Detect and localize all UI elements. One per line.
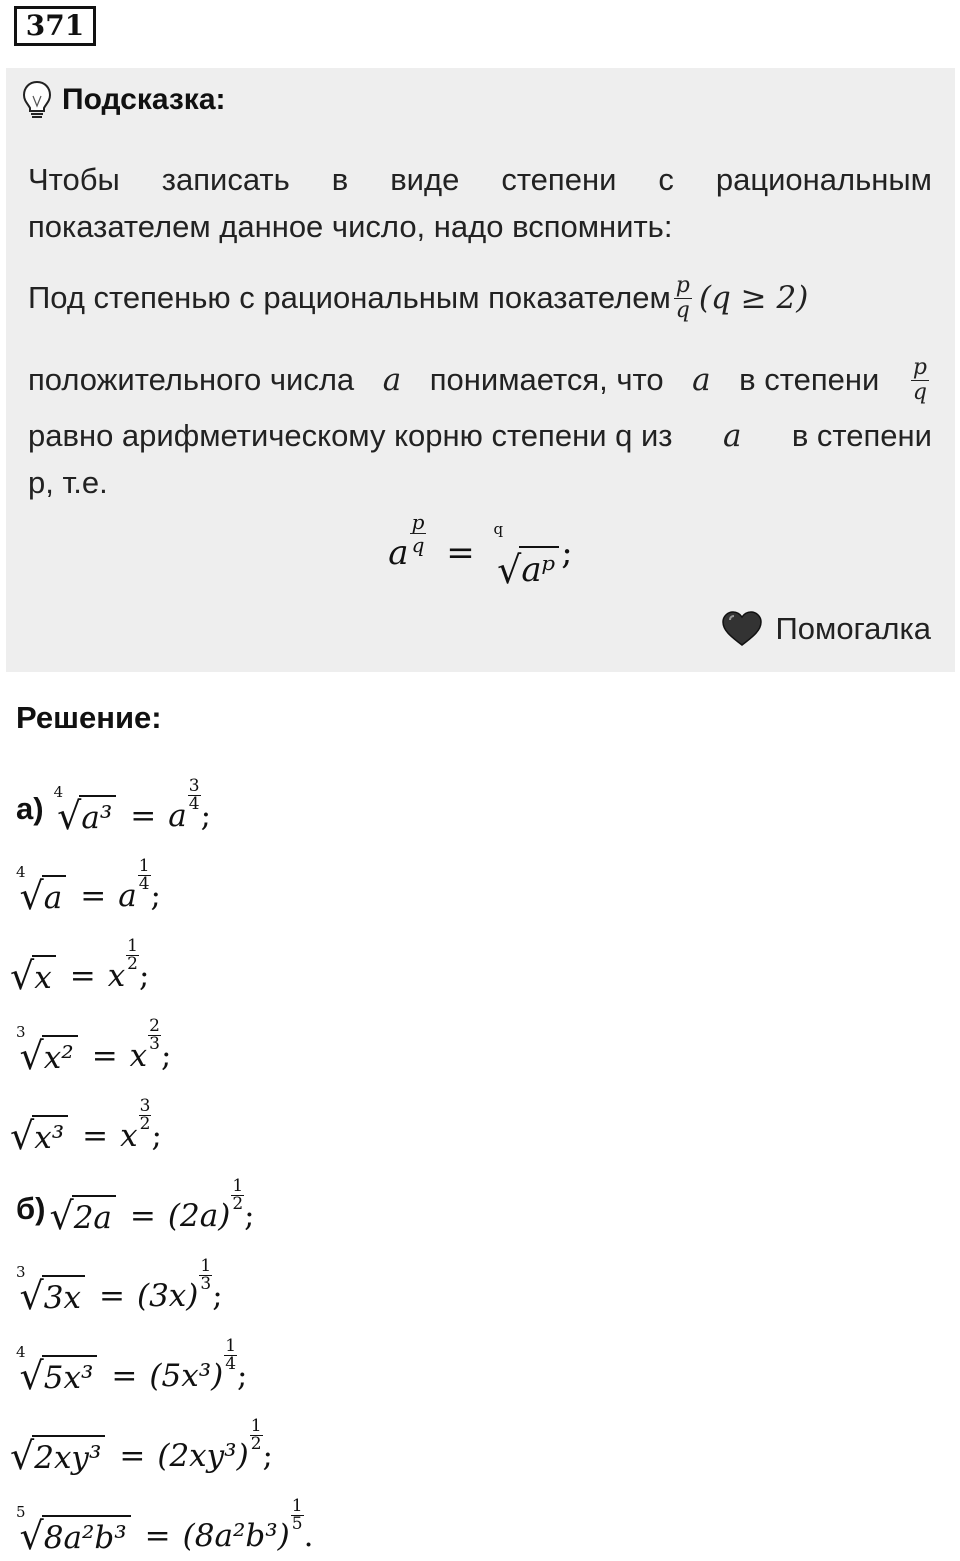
- hint-para4-end: в степени: [791, 418, 932, 453]
- hint-para4: [28, 413, 932, 459]
- exponent-numerator: 1: [138, 856, 150, 876]
- exponent-numerator: 1: [127, 936, 138, 956]
- radical-sign-icon: √: [19, 1274, 44, 1318]
- solution-line: [16, 1245, 223, 1318]
- power-base: (8a²b³): [182, 1517, 290, 1554]
- exponent-denominator: 2: [139, 1114, 151, 1134]
- solution-title: Решение:: [16, 700, 162, 735]
- power-base: a: [118, 877, 137, 914]
- root-index: 4: [16, 1343, 26, 1361]
- exponent-denominator: 2: [232, 1194, 244, 1214]
- line-end: ;: [237, 1357, 248, 1394]
- fractional-exponent: [199, 1258, 212, 1293]
- power-base: (5x³): [149, 1357, 224, 1394]
- equals-sign: =: [98, 1277, 125, 1314]
- radicand: x³: [32, 1115, 68, 1155]
- line-end: ;: [262, 1437, 273, 1474]
- root-index: 4: [16, 863, 26, 881]
- power-base: x: [107, 957, 126, 994]
- radical: [10, 1434, 105, 1478]
- radical: [16, 1343, 97, 1398]
- exponent-denominator: 4: [138, 874, 150, 894]
- hint-para2-text: Под степенью с рациональным показателем: [28, 280, 671, 315]
- power-base: x: [120, 1117, 138, 1154]
- radical: [16, 1503, 131, 1558]
- equals-sign: =: [129, 1197, 156, 1234]
- exponent-denominator: 3: [149, 1034, 160, 1054]
- radicand: 8a²b³: [42, 1515, 131, 1555]
- equals-sign: =: [119, 1437, 146, 1474]
- var-a-2: a: [692, 362, 711, 398]
- radical: [10, 1114, 68, 1158]
- radical: [49, 1194, 115, 1238]
- solution-line: [16, 1165, 255, 1238]
- hint-para2: [28, 268, 932, 328]
- lightbulb-icon: [22, 80, 52, 120]
- solution-line: [10, 925, 150, 998]
- radical: [16, 1263, 85, 1318]
- line-end: ;: [212, 1277, 223, 1314]
- line-end: ;: [150, 877, 161, 914]
- radicand: 5x³: [42, 1355, 98, 1395]
- helper-badge: [721, 610, 931, 648]
- exponent-numerator: 1: [232, 1176, 244, 1196]
- solution-line: [16, 1325, 248, 1398]
- fractional-exponent: [126, 938, 139, 973]
- equals-sign: =: [144, 1517, 171, 1554]
- exponent-denominator: 4: [188, 794, 200, 814]
- fraction-p-q-2: [911, 354, 929, 405]
- radical-sign-icon: √: [10, 954, 35, 998]
- formula-end: ;: [561, 533, 573, 573]
- radical: [16, 1023, 78, 1078]
- radical: [10, 954, 56, 998]
- radicand: x²: [42, 1035, 78, 1075]
- hint-para3-b: понимается, что: [429, 362, 664, 397]
- formula-eq: =: [446, 533, 475, 573]
- fractional-exponent: [291, 1498, 304, 1533]
- line-end: ;: [200, 797, 212, 834]
- radical-sign-icon: √: [497, 548, 522, 592]
- fractional-exponent: [139, 1098, 152, 1133]
- fraction-denominator: q: [675, 297, 690, 323]
- fraction-numerator-2: p: [912, 354, 927, 380]
- formula-exp-num: p: [411, 509, 425, 534]
- condition: (q ≥ 2): [698, 280, 809, 316]
- power-base: x: [129, 1037, 148, 1074]
- solution-line: [16, 765, 212, 838]
- root-index: 3: [16, 1023, 26, 1041]
- formula-root-index: q: [493, 520, 504, 538]
- equals-sign: =: [130, 797, 157, 834]
- exponent-numerator: 1: [200, 1256, 212, 1276]
- fractional-exponent: [138, 858, 151, 893]
- line-end: ;: [160, 1037, 172, 1074]
- exponent-numerator: 1: [250, 1416, 262, 1436]
- equals-sign: =: [111, 1357, 138, 1394]
- part-b-label: б): [16, 1191, 46, 1226]
- hint-box: [6, 68, 955, 672]
- exponent-numerator: 3: [188, 776, 200, 796]
- solution-line: [16, 845, 161, 918]
- fraction-denominator-2: q: [912, 379, 927, 405]
- radical-sign-icon: √: [57, 794, 82, 838]
- exponent-denominator: 2: [127, 954, 138, 974]
- task-number: 371: [14, 6, 96, 46]
- formula-root: [493, 520, 560, 592]
- solution-line: [10, 1405, 273, 1478]
- hint-para1-line1: Чтобы записать в виде степени с рациональным: [28, 162, 932, 197]
- exponent-denominator: 5: [291, 1514, 303, 1534]
- radical-sign-icon: √: [19, 1034, 44, 1078]
- part-a-label: а): [16, 791, 44, 826]
- exponent-denominator: 4: [225, 1354, 237, 1374]
- radicand: x: [32, 955, 55, 995]
- var-a-3: a: [722, 418, 742, 454]
- radical: [16, 863, 66, 918]
- power-base: (2a): [167, 1197, 231, 1234]
- formula-base: a: [388, 533, 409, 573]
- hint-para5: p, т.е.: [28, 465, 108, 500]
- exponent-numerator: 1: [225, 1336, 237, 1356]
- radicand: 2xy³: [32, 1435, 105, 1475]
- equals-sign: =: [82, 1117, 109, 1154]
- fractional-exponent: [148, 1018, 161, 1053]
- solution-line: [16, 1005, 172, 1078]
- line-end: .: [303, 1517, 314, 1554]
- equals-sign: =: [69, 957, 96, 994]
- exponent-numerator: 3: [139, 1096, 151, 1116]
- hint-para3-a: положительного числа: [28, 362, 355, 397]
- solution-line: [10, 1085, 162, 1158]
- fractional-exponent: [231, 1178, 244, 1213]
- radical-sign-icon: √: [19, 874, 44, 918]
- power-base: (2xy³): [157, 1437, 249, 1474]
- hint-para1-line2: показателем данное число, надо вспомнить:: [28, 209, 673, 244]
- equals-sign: =: [80, 877, 107, 914]
- hint-para4-text: равно арифметическому корню степени q из: [28, 418, 673, 453]
- formula-radicand: aᵖ: [519, 546, 559, 589]
- exponent-numerator: 1: [291, 1496, 303, 1516]
- radical-sign-icon: √: [10, 1114, 35, 1158]
- fractional-exponent: [224, 1338, 237, 1373]
- hint-para3: [28, 350, 932, 410]
- radical-sign-icon: √: [19, 1514, 44, 1558]
- formula-exp-den: q: [411, 532, 425, 557]
- radicand: 2a: [72, 1195, 116, 1235]
- hint-para3-c: в степени: [739, 362, 880, 397]
- hint-title: Подсказка:: [62, 83, 226, 116]
- solution-line: [16, 1485, 314, 1558]
- radical-sign-icon: √: [10, 1434, 35, 1478]
- radical: [53, 783, 117, 838]
- fractional-exponent: [188, 778, 201, 813]
- root-index: 3: [16, 1263, 26, 1281]
- root-index: 5: [16, 1503, 26, 1521]
- fraction-numerator: p: [675, 272, 690, 298]
- exponent-denominator: 3: [200, 1274, 212, 1294]
- fraction-p-q: [674, 272, 692, 323]
- power-base: (3x): [136, 1277, 199, 1314]
- radical-sign-icon: √: [19, 1354, 44, 1398]
- radical-sign-icon: √: [49, 1194, 74, 1238]
- root-index: 4: [53, 783, 64, 801]
- power-base: a: [168, 797, 187, 834]
- equals-sign: =: [91, 1037, 118, 1074]
- exponent-numerator: 2: [149, 1016, 160, 1036]
- line-end: ;: [151, 1117, 162, 1154]
- line-end: ;: [244, 1197, 255, 1234]
- formula-exponent: [410, 509, 427, 557]
- radicand: a: [42, 875, 66, 915]
- radicand: a³: [79, 795, 116, 835]
- main-formula: [6, 509, 955, 592]
- radicand: 3x: [42, 1275, 85, 1315]
- helper-label: Помогалка: [775, 611, 931, 646]
- hint-header: [22, 80, 226, 120]
- line-end: ;: [139, 957, 150, 994]
- fractional-exponent: [250, 1418, 263, 1453]
- var-a-1: a: [382, 362, 402, 398]
- heart-icon: [721, 610, 763, 648]
- exponent-denominator: 2: [250, 1434, 262, 1454]
